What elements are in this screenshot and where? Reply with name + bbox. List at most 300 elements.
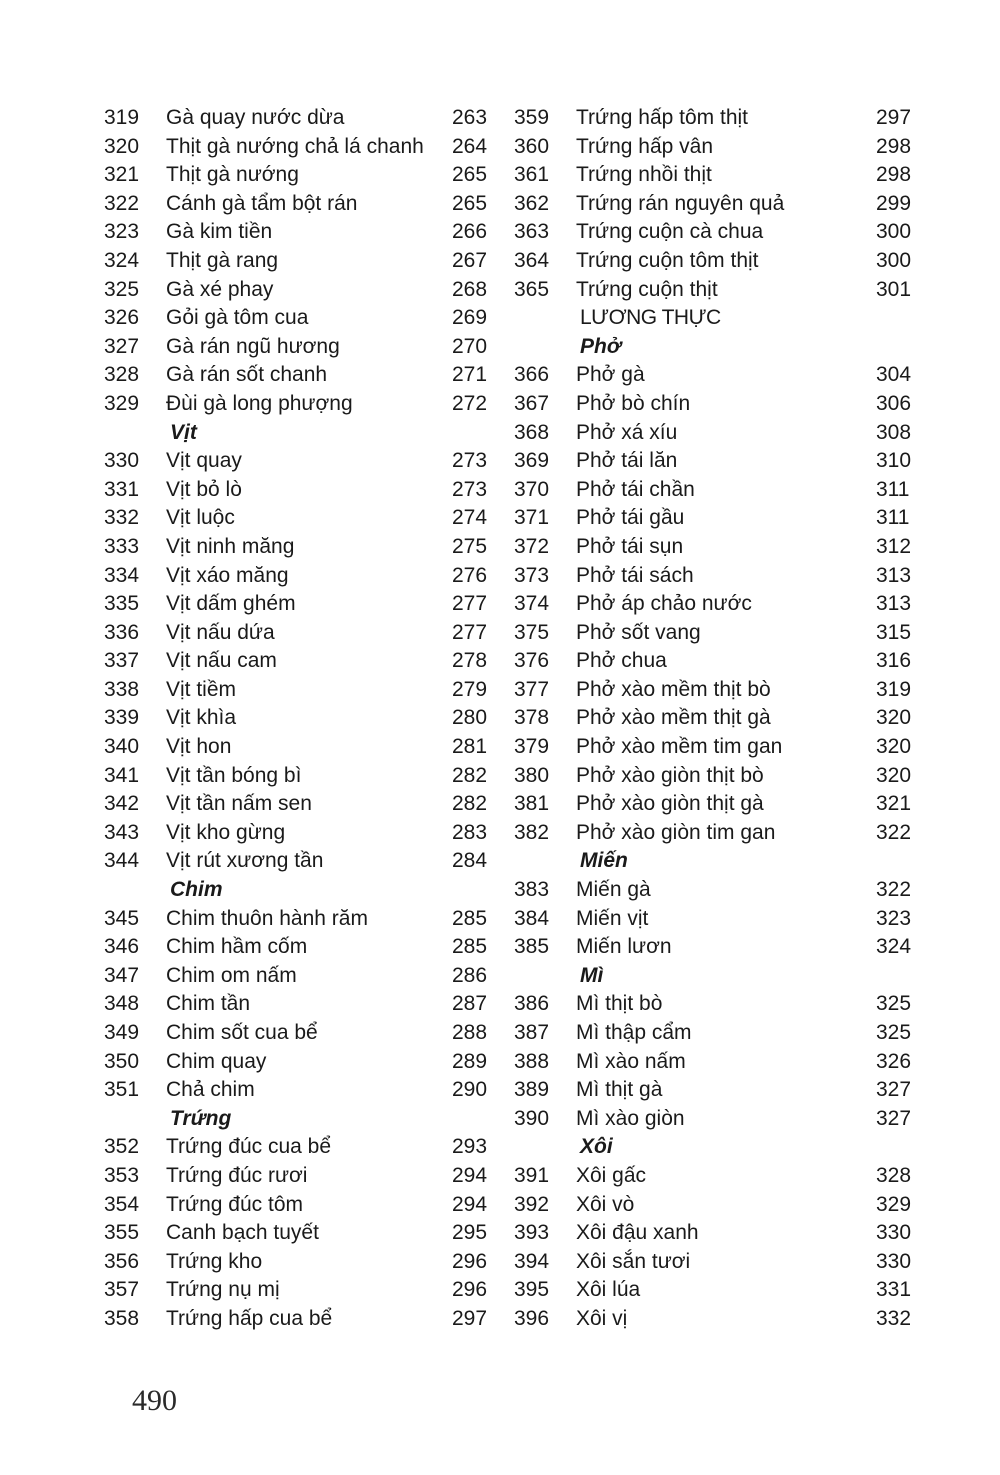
index-entry — [104, 476, 504, 505]
entry-page: 327 — [876, 1078, 912, 1102]
entry-number: 324 — [104, 248, 140, 272]
entry-page: 289 — [452, 1049, 488, 1073]
entry-page: 325 — [876, 992, 912, 1016]
index-entry — [104, 104, 504, 133]
index-entry — [104, 1276, 504, 1305]
entry-page: 310 — [876, 449, 912, 473]
entry-title: Phở xá xíu — [576, 420, 678, 444]
index-entry — [514, 504, 924, 533]
entry-page: 312 — [876, 534, 912, 558]
index-entry — [104, 1219, 504, 1248]
entry-page: 273 — [452, 477, 488, 501]
entry-page: 327 — [876, 1106, 912, 1130]
index-entry — [104, 762, 504, 791]
index-entry — [514, 190, 924, 219]
entry-page: 296 — [452, 1249, 488, 1273]
index-entry — [514, 1162, 924, 1191]
entry-title: Phở sốt vang — [576, 620, 701, 644]
entry-page: 313 — [876, 592, 912, 616]
entry-number: 386 — [514, 992, 550, 1016]
entry-page: 287 — [452, 992, 488, 1016]
entry-page: 300 — [876, 220, 912, 244]
index-entry — [514, 276, 924, 305]
entry-number: 357 — [104, 1278, 140, 1302]
entry-page: 319 — [876, 677, 912, 701]
entry-title: Phở xào mềm thịt gà — [576, 706, 771, 730]
entry-title: Chim hầm cốm — [166, 935, 308, 959]
entry-number: 343 — [104, 820, 140, 844]
entry-page: 315 — [876, 620, 912, 644]
entry-title: Mì xào giòn — [576, 1106, 685, 1130]
entry-number: 367 — [514, 391, 550, 415]
entry-page: 324 — [876, 935, 912, 959]
index-entry — [514, 619, 924, 648]
entry-number: 320 — [104, 134, 140, 158]
entry-page: 282 — [452, 792, 488, 816]
entry-number: 355 — [104, 1221, 140, 1245]
index-entry — [514, 676, 924, 705]
entry-number: 359 — [514, 106, 550, 129]
entry-number: 333 — [104, 534, 140, 558]
entry-title: Thịt gà nướng chả lá chanh — [166, 134, 424, 158]
index-entry — [104, 333, 504, 362]
entry-number: 373 — [514, 563, 550, 587]
index-entry — [514, 1076, 924, 1105]
section-heading — [514, 847, 924, 876]
entry-page: 274 — [452, 506, 488, 530]
section-heading — [514, 962, 924, 991]
entry-page: 284 — [452, 849, 488, 873]
section-heading — [104, 419, 504, 448]
entry-page: 322 — [876, 820, 912, 844]
index-entry — [104, 504, 504, 533]
index-entry — [514, 933, 924, 962]
right-index-column — [514, 104, 924, 1334]
entry-title: Phở xào mềm thịt bò — [576, 677, 771, 701]
entry-number: 347 — [104, 963, 140, 987]
entry-number: 394 — [514, 1249, 550, 1273]
entry-title: Gà rán ngũ hương — [166, 334, 340, 358]
entry-title: Vịt ninh măng — [166, 534, 295, 558]
entry-number: 345 — [104, 906, 140, 930]
entry-number: 344 — [104, 849, 140, 873]
entry-number: 389 — [514, 1078, 550, 1102]
index-entry — [104, 962, 504, 991]
entry-number: 348 — [104, 992, 140, 1016]
entry-title: Trứng nụ mị — [166, 1278, 280, 1302]
index-entry — [514, 1048, 924, 1077]
entry-number: 353 — [104, 1163, 140, 1187]
index-entry — [104, 847, 504, 876]
entry-number: 377 — [514, 677, 550, 701]
entry-title: Phở chua — [576, 649, 667, 673]
entry-number: 337 — [104, 649, 140, 673]
section-title: Phở — [580, 334, 621, 358]
entry-page: 311 — [876, 506, 910, 530]
entry-title: Thịt gà rang — [166, 248, 279, 272]
entry-number: 340 — [104, 735, 140, 759]
section-title: Miến — [580, 849, 628, 873]
entry-title: Phở xào giòn tim gan — [576, 820, 776, 844]
entry-number: 364 — [514, 248, 550, 272]
page-number: 490 — [132, 1384, 177, 1417]
entry-page: 278 — [452, 649, 488, 673]
section-heading — [104, 876, 504, 905]
entry-page: 330 — [876, 1249, 912, 1273]
section-heading — [514, 304, 924, 333]
entry-number: 352 — [104, 1135, 140, 1159]
index-entry — [514, 419, 924, 448]
entry-page: 320 — [876, 706, 912, 730]
entry-number: 390 — [514, 1106, 550, 1130]
entry-number: 372 — [514, 534, 550, 558]
entry-page: 277 — [452, 592, 488, 616]
entry-page: 306 — [876, 391, 912, 415]
entry-number: 392 — [514, 1192, 550, 1216]
entry-page: 320 — [876, 735, 912, 759]
index-entry — [104, 133, 504, 162]
entry-number: 322 — [104, 191, 140, 215]
entry-title: Miến gà — [576, 878, 651, 902]
index-entry — [104, 1133, 504, 1162]
index-entry — [514, 390, 924, 419]
index-entry — [514, 876, 924, 905]
entry-page: 331 — [876, 1278, 912, 1302]
index-entry — [514, 562, 924, 591]
entry-title: Vịt tần bóng bì — [166, 763, 302, 787]
entry-page: 320 — [876, 763, 912, 787]
entry-page: 299 — [876, 191, 912, 215]
entry-page: 321 — [876, 792, 912, 816]
entry-number: 356 — [104, 1249, 140, 1273]
entry-title: Chả chim — [166, 1078, 255, 1102]
entry-title: Trứng cuộn thịt — [576, 277, 718, 301]
entry-title: Gà kim tiền — [166, 220, 273, 244]
entry-page: 301 — [876, 277, 912, 301]
index-entry — [514, 590, 924, 619]
entry-number: 360 — [514, 134, 550, 158]
entry-title: Mì thịt gà — [576, 1078, 663, 1102]
entry-number: 346 — [104, 935, 140, 959]
entry-title: Phở xào giòn thịt bò — [576, 763, 764, 787]
section-title: Mì — [580, 963, 604, 987]
index-entry — [514, 533, 924, 562]
index-entry — [104, 1191, 504, 1220]
entry-title: Chim tần — [166, 992, 251, 1016]
entry-page: 269 — [452, 306, 488, 330]
entry-page: 313 — [876, 563, 912, 587]
index-entry — [104, 704, 504, 733]
entry-number: 341 — [104, 763, 140, 787]
entry-title: Gà quay nước dừa — [166, 106, 345, 129]
index-entry — [514, 1191, 924, 1220]
entry-title: Miến vịt — [576, 906, 649, 930]
entry-page: 275 — [452, 534, 488, 558]
entry-page: 264 — [452, 134, 488, 158]
entry-number: 388 — [514, 1049, 550, 1073]
entry-title: Trứng đúc tôm — [166, 1192, 303, 1216]
entry-page: 273 — [452, 449, 488, 473]
entry-number: 391 — [514, 1163, 550, 1187]
entry-number: 349 — [104, 1021, 140, 1044]
index-entry — [104, 905, 504, 934]
entry-title: Vịt kho gừng — [166, 820, 286, 844]
index-entry — [104, 733, 504, 762]
entry-title: Đùi gà long phượng — [166, 391, 353, 415]
entry-page: 308 — [876, 420, 912, 444]
entry-number: 376 — [514, 649, 550, 673]
entry-number: 330 — [104, 449, 140, 473]
index-entry — [104, 1305, 504, 1334]
entry-number: 336 — [104, 620, 140, 644]
entry-number: 323 — [104, 220, 140, 244]
index-entry — [104, 1248, 504, 1277]
entry-number: 387 — [514, 1021, 550, 1044]
section-title: Xôi — [580, 1135, 613, 1159]
entry-number: 396 — [514, 1306, 550, 1330]
index-entry — [514, 905, 924, 934]
entry-number: 381 — [514, 792, 550, 816]
entry-number: 335 — [104, 592, 140, 616]
entry-number: 325 — [104, 277, 140, 301]
index-entry — [514, 819, 924, 848]
index-entry — [514, 1276, 924, 1305]
entry-number: 371 — [514, 506, 550, 530]
entry-page: 282 — [452, 763, 488, 787]
entry-page: 311 — [876, 477, 910, 501]
entry-page: 283 — [452, 820, 488, 844]
index-entry — [514, 133, 924, 162]
entry-page: 268 — [452, 277, 488, 301]
entry-title: Chim quay — [166, 1049, 267, 1073]
entry-number: 365 — [514, 277, 550, 301]
index-entry — [104, 161, 504, 190]
entry-title: Vịt dấm ghém — [166, 592, 296, 616]
entry-page: 298 — [876, 163, 912, 187]
entry-page: 279 — [452, 677, 488, 701]
entry-number: 363 — [514, 220, 550, 244]
index-entry — [104, 790, 504, 819]
entry-page: 271 — [452, 363, 488, 387]
index-entry — [514, 1305, 924, 1334]
entry-page: 294 — [452, 1163, 488, 1187]
index-entry — [104, 1162, 504, 1191]
entry-title: Vịt khìa — [166, 706, 237, 730]
index-entry — [514, 247, 924, 276]
index-entry — [514, 218, 924, 247]
index-entry — [514, 990, 924, 1019]
entry-page: 294 — [452, 1192, 488, 1216]
entry-title: Trứng hấp vân — [576, 134, 714, 158]
entry-title: Xôi đậu xanh — [576, 1221, 699, 1245]
section-title: Vịt — [170, 420, 197, 444]
entry-number: 375 — [514, 620, 550, 644]
entry-title: Phở xào mềm tim gan — [576, 735, 783, 759]
entry-title: Phở tái gầu — [576, 506, 685, 530]
entry-title: Chim thuôn hành răm — [166, 906, 368, 930]
index-entry — [104, 247, 504, 276]
section-heading — [514, 1133, 924, 1162]
entry-title: Trứng cuộn cà chua — [576, 220, 764, 244]
index-entry — [514, 1248, 924, 1277]
entry-number: 380 — [514, 763, 550, 787]
index-entry — [104, 390, 504, 419]
entry-page: 290 — [452, 1078, 488, 1102]
index-entry — [104, 933, 504, 962]
entry-page: 300 — [876, 248, 912, 272]
entry-title: Canh bạch tuyết — [166, 1221, 319, 1245]
entry-page: 297 — [452, 1306, 488, 1330]
entry-page: 293 — [452, 1135, 488, 1159]
entry-number: 366 — [514, 363, 550, 387]
entry-number: 383 — [514, 878, 550, 902]
entry-title: Phở gà — [576, 363, 645, 387]
entry-page: 330 — [876, 1221, 912, 1245]
entry-title: Gà rán sốt chanh — [166, 363, 328, 387]
entry-number: 328 — [104, 363, 140, 387]
index-entry — [514, 447, 924, 476]
entry-number: 374 — [514, 592, 550, 616]
entry-title: Chim sốt cua bể — [166, 1021, 318, 1044]
index-entry — [104, 619, 504, 648]
index-entry — [514, 762, 924, 791]
entry-number: 350 — [104, 1049, 140, 1073]
entry-page: 285 — [452, 935, 488, 959]
entry-title: Vịt xáo măng — [166, 563, 289, 587]
entry-page: 277 — [452, 620, 488, 644]
entry-number: 351 — [104, 1078, 140, 1102]
entry-title: Vịt bỏ lò — [166, 477, 242, 501]
entry-title: Phở xào giòn thịt gà — [576, 792, 764, 816]
entry-title: Xôi vò — [576, 1192, 635, 1216]
entry-page: 263 — [452, 106, 488, 129]
entry-title: Vịt nấu cam — [166, 649, 277, 673]
entry-title: Xôi sắn tươi — [576, 1249, 691, 1273]
entry-title: Mì thập cẩm — [576, 1021, 692, 1044]
entry-number: 361 — [514, 163, 550, 187]
entry-title: Vịt rút xương tần — [166, 849, 324, 873]
entry-title: Thịt gà nướng — [166, 163, 299, 187]
entry-title: Xôi lúa — [576, 1278, 641, 1302]
index-entry — [104, 276, 504, 305]
section-title: LƯƠNG THỰC — [580, 306, 721, 330]
entry-title: Cánh gà tẩm bột rán — [166, 191, 358, 215]
entry-title: Trứng kho — [166, 1249, 263, 1273]
entry-page: 276 — [452, 563, 488, 587]
entry-title: Gỏi gà tôm cua — [166, 306, 309, 330]
entry-page: 328 — [876, 1163, 912, 1187]
index-entry — [514, 476, 924, 505]
entry-title: Trứng cuộn tôm thịt — [576, 248, 759, 272]
section-heading — [514, 333, 924, 362]
entry-number: 370 — [514, 477, 550, 501]
section-title: Trứng — [170, 1106, 232, 1130]
entry-number: 327 — [104, 334, 140, 358]
entry-number: 332 — [104, 506, 140, 530]
entry-number: 331 — [104, 477, 140, 501]
entry-page: 322 — [876, 878, 912, 902]
entry-title: Vịt luộc — [166, 506, 235, 530]
entry-page: 281 — [452, 735, 488, 759]
entry-page: 326 — [876, 1049, 912, 1073]
entry-title: Phở bò chín — [576, 391, 691, 415]
entry-title: Gà xé phay — [166, 277, 274, 301]
entry-title: Trứng đúc rươi — [166, 1163, 308, 1187]
entry-title: Trứng hấp tôm thịt — [576, 106, 749, 129]
index-entry — [104, 218, 504, 247]
entry-number: 334 — [104, 563, 140, 587]
index-entry — [514, 361, 924, 390]
index-entry — [104, 1048, 504, 1077]
entry-number: 379 — [514, 735, 550, 759]
entry-page: 286 — [452, 963, 488, 987]
entry-title: Trứng đúc cua bể — [166, 1135, 332, 1159]
index-entry — [104, 990, 504, 1019]
entry-title: Vịt nấu dứa — [166, 620, 275, 644]
entry-number: 342 — [104, 792, 140, 816]
entry-number: 369 — [514, 449, 550, 473]
entry-page: 316 — [876, 649, 912, 673]
entry-page: 280 — [452, 706, 488, 730]
index-entry — [104, 647, 504, 676]
entry-page: 332 — [876, 1306, 912, 1330]
index-entry — [104, 304, 504, 333]
entry-title: Vịt tiềm — [166, 677, 237, 701]
entry-number: 319 — [104, 106, 140, 129]
index-entry — [104, 562, 504, 591]
entry-title: Miến lươn — [576, 935, 672, 959]
entry-page: 265 — [452, 163, 488, 187]
index-entry — [104, 676, 504, 705]
entry-title: Phở áp chảo nước — [576, 592, 752, 616]
left-index-column — [104, 104, 504, 1334]
index-entry — [104, 590, 504, 619]
entry-page: 297 — [876, 106, 912, 129]
index-entry — [104, 361, 504, 390]
entry-title: Trứng hấp cua bể — [166, 1306, 333, 1330]
index-entry — [104, 447, 504, 476]
entry-title: Vịt quay — [166, 449, 242, 473]
entry-page: 296 — [452, 1278, 488, 1302]
entry-title: Xôi gấc — [576, 1163, 647, 1187]
entry-number: 362 — [514, 191, 550, 215]
entry-page: 272 — [452, 391, 488, 415]
index-entry — [514, 161, 924, 190]
index-entry — [104, 190, 504, 219]
entry-title: Mì xào nấm — [576, 1049, 686, 1073]
entry-page: 265 — [452, 191, 488, 215]
entry-page: 304 — [876, 363, 912, 387]
index-entry — [514, 1219, 924, 1248]
entry-title: Phở tái sách — [576, 563, 694, 587]
index-entry — [514, 790, 924, 819]
index-entry — [514, 1019, 924, 1048]
entry-title: Trứng rán nguyên quả — [576, 191, 785, 215]
entry-page: 295 — [452, 1221, 488, 1245]
entry-number: 329 — [104, 391, 140, 415]
entry-number: 395 — [514, 1278, 550, 1302]
entry-title: Xôi vị — [576, 1306, 628, 1330]
entry-number: 358 — [104, 1306, 140, 1330]
entry-page: 267 — [452, 248, 488, 272]
entry-number: 354 — [104, 1192, 140, 1216]
entry-number: 326 — [104, 306, 140, 330]
entry-title: Phở tái chần — [576, 477, 695, 501]
entry-page: 266 — [452, 220, 488, 244]
entry-page: 270 — [452, 334, 488, 358]
entry-page: 298 — [876, 134, 912, 158]
index-entry — [514, 647, 924, 676]
